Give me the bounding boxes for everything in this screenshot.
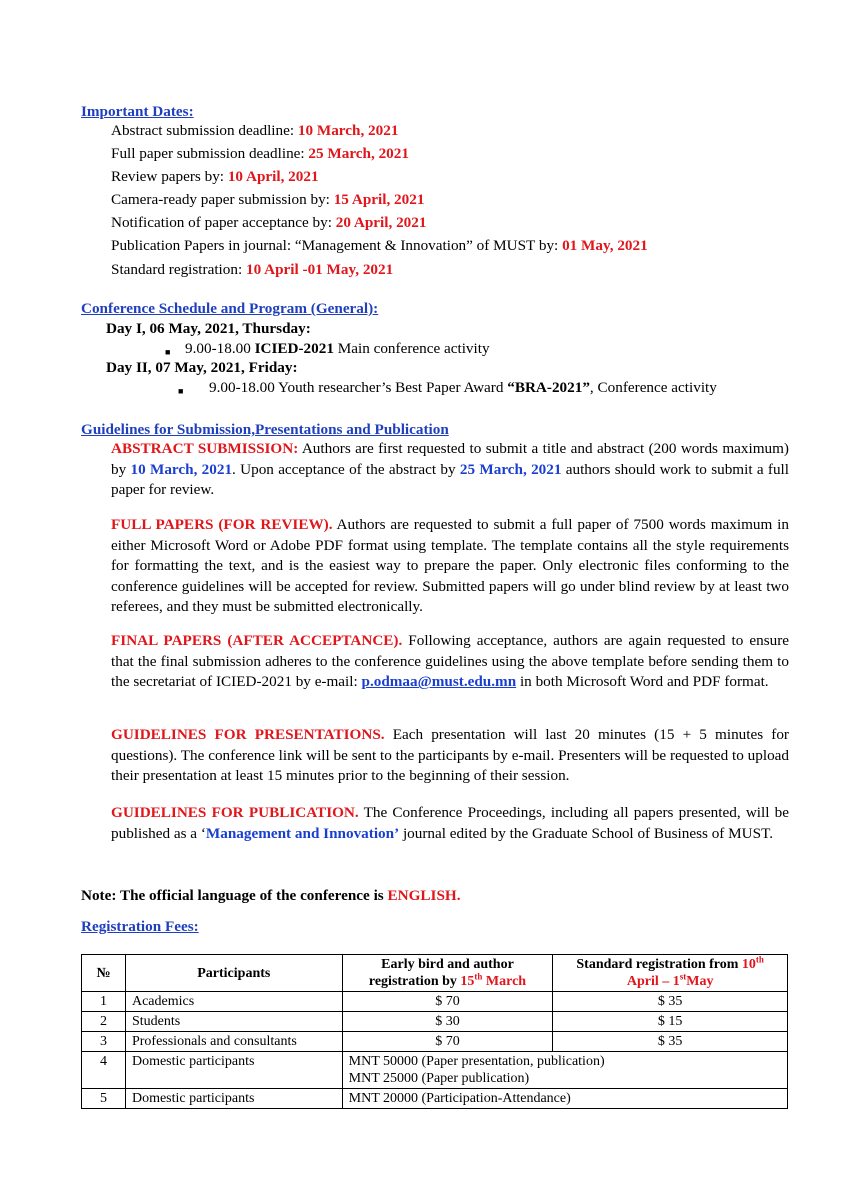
row-number: 5 [82,1089,126,1109]
header-early-bird [342,955,553,992]
date-label: Camera-ready paper submission by: [111,191,334,209]
dates-list [111,121,648,280]
note-text: Note: The official language of the conference is [81,887,388,904]
table-header-row [82,955,788,992]
header-date-num: 10 [741,957,756,972]
date-label: Abstract submission deadline: [111,122,298,139]
table-row [82,992,788,1012]
abstract-date: 25 March, 2021 [459,460,562,478]
final-papers-text: Following acceptance, authors are again requested to ensure that the final submission adheres to the conference guidelines using the above template before sending them to the secretariat of ICIED-2021 by e-mail: [111,632,789,691]
header-date-num: 15 [460,974,475,989]
day1-item [185,339,490,360]
header-sup: th [474,971,483,982]
date-value: 15 April, 2021 [333,191,425,209]
day1-label: Day I, 06 May, 2021, Thursday: [106,320,311,337]
date-item [111,121,648,142]
abstract-text: Authors are first requested to submit a title and abstract (200 words maximum) by [111,440,789,478]
day1-time: 9.00-18.00 [185,340,255,357]
row-participant: Domestic participants [125,1052,342,1089]
date-item [111,213,648,234]
bullet-icon: ■ [178,386,184,396]
journal-name: Management and Innovation’ [205,824,400,842]
full-papers-paragraph [111,515,789,618]
registration-fees-heading: Registration Fees: [81,918,199,935]
full-papers-title: FULL PAPERS (FOR REVIEW). [111,516,333,533]
date-label: Publication Papers in journal: “Management & Innovation” of MUST by: [111,237,563,255]
email-link[interactable]: p.odmaa@must.edu.mn [361,673,517,691]
date-label: Review papers by: [111,168,228,186]
date-value: 20 April, 2021 [335,214,427,232]
note-language: ENGLISH. [387,887,461,904]
row-participant: Professionals and consultants [125,1032,342,1052]
date-item [111,260,648,281]
date-item [111,144,648,165]
date-label: Standard registration: [111,260,246,278]
header-sup: st [679,971,687,982]
registration-fees-table [81,954,788,1109]
row-fee-line: MNT 50000 (Paper presentation, publication) [348,1054,605,1069]
publication-text: The Conference Proceedings, including all papers presented, will be published as a ‘ [111,804,789,842]
date-value: 10 March, 2021 [297,122,399,139]
date-label: Full paper submission deadline: [111,145,309,163]
row-participant: Students [125,1012,342,1032]
row-participant: Academics [125,992,342,1012]
header-date-range: April – 1 [626,974,680,989]
table-row [82,1032,788,1052]
row-domestic-fees: MNT 20000 (Participation-Attendance) [342,1089,787,1109]
row-standard-fee: $ 35 [553,992,788,1012]
abstract-date: 10 March, 2021 [130,460,233,478]
row-early-fee: $ 30 [342,1012,553,1032]
row-participant: Domestic participants [125,1089,342,1109]
row-domestic-fees [342,1052,787,1089]
row-number: 3 [82,1032,126,1052]
header-text: registration by [368,974,461,989]
header-text: Standard registration from [576,957,742,972]
abstract-title: ABSTRACT SUBMISSION: [111,440,299,457]
day2-item [209,378,717,399]
final-papers-text: in both Microsoft Word and PDF format. [516,673,769,691]
header-standard [553,955,788,992]
full-papers-text: Authors are requested to submit a full paper of 7500 words maximum in either Microsoft Word or Adobe PDF format using template. The template contains all the style requirements for formatting the text, and is the easiest way to prepare the paper. Only electronic files conforming to the conference guidelines will be accepted for review. Submitted papers will go under blind review by at least two referees, and they must be submitted electronically. [111,516,789,616]
publication-text: journal edited by the Graduate School of Business of MUST. [399,824,774,842]
table-row [82,1012,788,1032]
presentations-paragraph [111,725,789,787]
row-number: 4 [82,1052,126,1089]
publication-title: GUIDELINES FOR PUBLICATION. [111,804,359,821]
date-value: 10 April, 2021 [227,168,319,186]
language-note [81,886,461,907]
guidelines-heading: Guidelines for Submission,Presentations and Publication [81,421,449,438]
table-row [82,1052,788,1089]
day1-desc: Main conference activity [333,340,490,357]
date-item [111,236,648,257]
date-item [111,190,648,211]
row-early-fee: $ 70 [342,992,553,1012]
row-standard-fee: $ 15 [553,1012,788,1032]
publication-paragraph [111,803,789,844]
header-participants: Participants [125,955,342,992]
table-row [82,1089,788,1109]
header-number: № [82,955,126,992]
row-standard-fee: $ 35 [553,1032,788,1052]
final-papers-paragraph [111,631,789,693]
final-papers-title: FINAL PAPERS (AFTER ACCEPTANCE). [111,632,403,649]
abstract-text: authors should work to submit a full paper for review. [111,460,789,499]
date-value: 10 April -01 May, 2021 [245,260,394,278]
presentations-title: GUIDELINES FOR PRESENTATIONS. [111,726,385,743]
schedule-heading: Conference Schedule and Program (General): [81,300,379,317]
abstract-submission-paragraph [111,439,789,501]
presentations-text: Each presentation will last 20 minutes (15 + 5 minutes for questions). The conference link will be sent to the participants by e-mail. Presenters will be requested to upload their presentation at least 15 minutes prior to the beginning of their session. [111,726,789,785]
date-item [111,167,648,188]
row-fee-line: MNT 25000 (Paper publication) [348,1071,530,1086]
header-text: Early bird and author [381,957,514,972]
day1-event: ICIED-2021 [254,340,334,357]
row-number: 2 [82,1012,126,1032]
header-date [460,971,527,989]
date-value: 25 March, 2021 [308,145,409,163]
header-month: March [482,974,527,989]
day2-desc: , Conference activity [589,379,717,396]
bullet-icon: ■ [165,347,171,357]
important-dates-heading: Important Dates: [81,103,194,120]
abstract-text: . Upon acceptance of the abstract by [232,460,460,478]
header-sup: th [755,954,764,965]
row-number: 1 [82,992,126,1012]
day2-label: Day II, 07 May, 2021, Friday: [106,359,298,376]
date-label: Notification of paper acceptance by: [111,214,336,232]
day2-time: 9.00-18.00 Youth researcher’s Best Paper Award [209,379,508,396]
day2-event: “BRA-2021” [507,379,590,396]
header-month: May [686,974,714,989]
date-value: 01 May, 2021 [562,237,648,255]
row-early-fee: $ 70 [342,1032,553,1052]
